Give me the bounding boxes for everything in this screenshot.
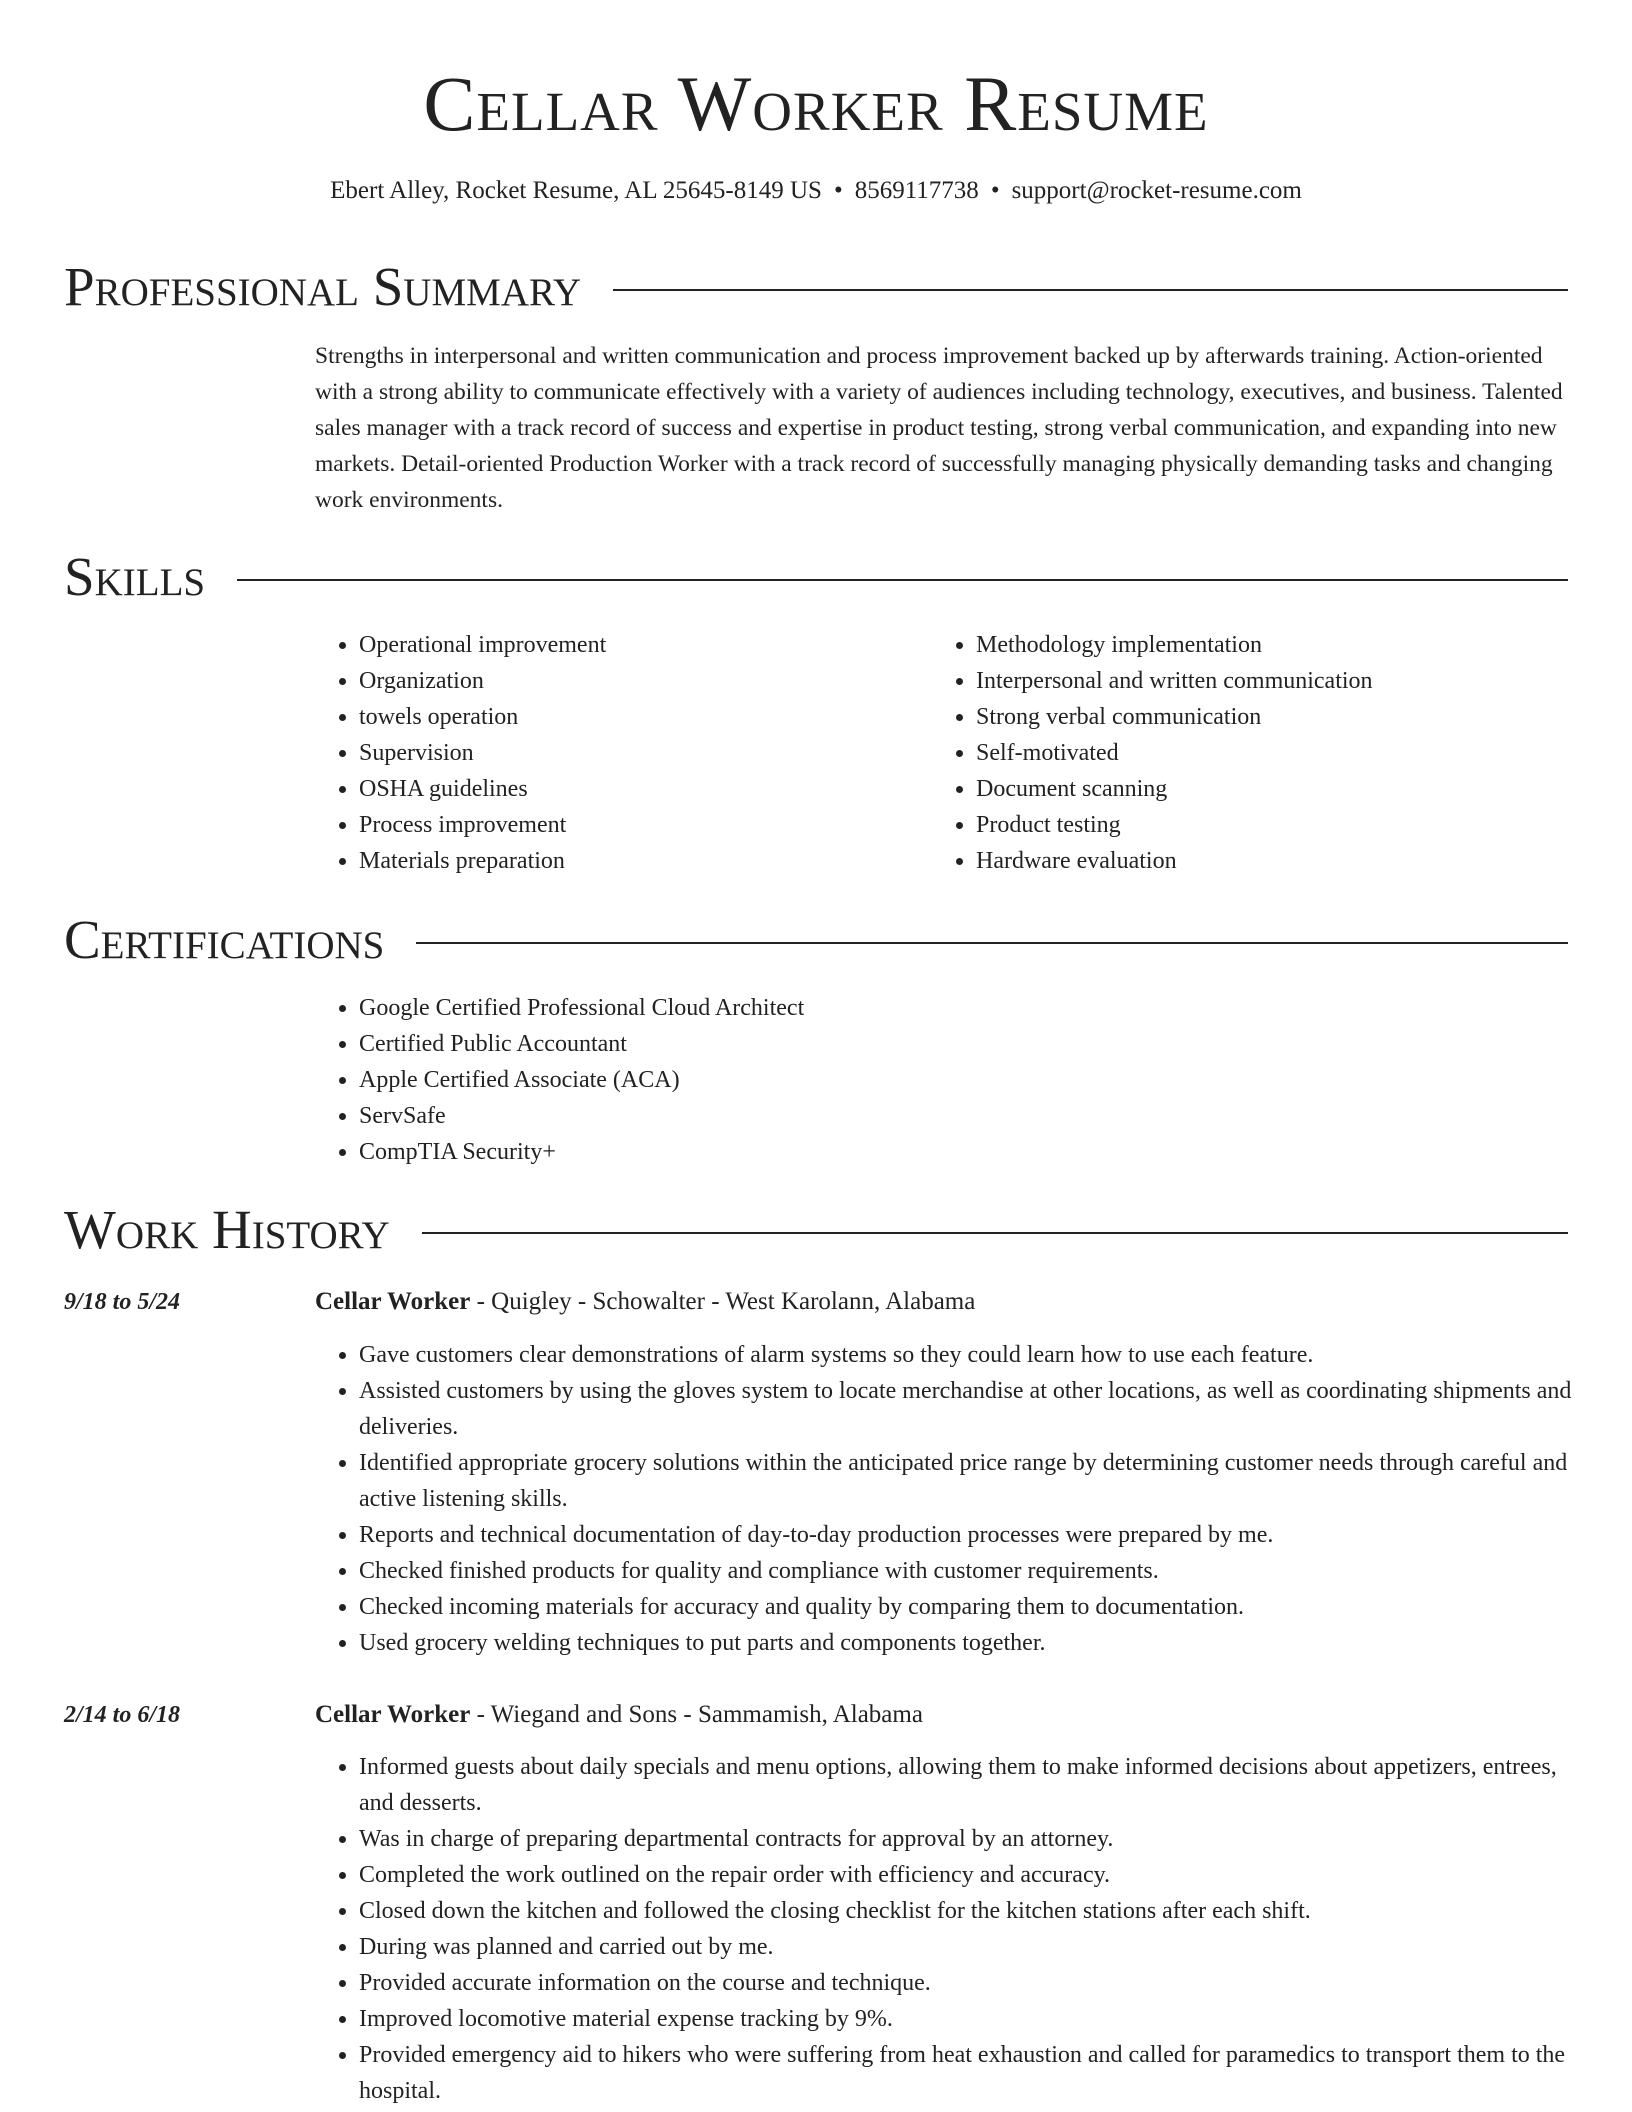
- job-duty-item: • Assisted customers by using the gloves system to locate merchandise at other locations, as well as coordinating shipments and deliveries.: [359, 1373, 1580, 1445]
- job-duty-item: • Used grocery welding techniques to put parts and components together.: [359, 1625, 1580, 1661]
- section-divider: [237, 579, 1568, 581]
- skills-left-list: [315, 627, 915, 879]
- contact-separator: •: [833, 177, 843, 204]
- job-duty-item: • Provided emergency aid to hikers who were suffering from heat exhaustion and called for paramedics to transport them to the hospital.: [359, 2037, 1580, 2109]
- job-duties-list: [315, 1337, 1580, 1661]
- job-duties-list: [315, 1749, 1580, 2109]
- skill-item: • Strong verbal communication: [976, 699, 1572, 735]
- job-title: Cellar Worker: [315, 1288, 471, 1315]
- certification-item: • Apple Certified Associate (ACA): [359, 1062, 804, 1098]
- skill-item: • Process improvement: [359, 807, 915, 843]
- skill-item: • Self-motivated: [976, 735, 1572, 771]
- certifications-section-header: [64, 905, 1568, 975]
- certifications-heading: Certifications: [64, 909, 385, 970]
- job-header: [315, 1697, 923, 1733]
- job-duty-item: • Informed guests about daily specials and menu options, allowing them to make informed decisions about appetizers, entrees, and desserts.: [359, 1749, 1580, 1821]
- certification-item: • CompTIA Security+: [359, 1134, 804, 1170]
- summary-section-header: [64, 252, 1568, 322]
- certification-item: • Google Certified Professional Cloud Architect: [359, 990, 804, 1026]
- section-divider: [422, 1232, 1568, 1234]
- skill-item: • Supervision: [359, 735, 915, 771]
- skills-section-header: [64, 542, 1568, 612]
- contact-separator: •: [990, 177, 1000, 204]
- resume-title: Cellar Worker Resume: [423, 60, 1209, 147]
- skill-item: • Document scanning: [976, 771, 1572, 807]
- job-duties: [315, 1337, 1580, 1661]
- job-duties: [315, 1749, 1580, 2109]
- summary-heading: Professional Summary: [64, 256, 582, 317]
- section-divider: [416, 942, 1568, 944]
- work-history-section-header: [64, 1195, 1568, 1265]
- work-history-heading: Work History: [64, 1199, 390, 1260]
- skill-item: • Product testing: [976, 807, 1572, 843]
- job-dates: 9/18 to 5/24: [64, 1289, 181, 1315]
- job-duty-item: • Checked finished products for quality and compliance with customer requirements.: [359, 1553, 1580, 1589]
- skill-item: • Methodology implementation: [976, 627, 1572, 663]
- skills-right-column: [932, 627, 1572, 879]
- job-details: - Quigley - Schowalter - West Karolann, Alabama: [470, 1288, 976, 1315]
- skills-right-list: [932, 627, 1572, 879]
- job-duty-item: • Was in charge of preparing departmental contracts for approval by an attorney.: [359, 1821, 1580, 1857]
- job-duty-item: • Completed the work outlined on the repair order with efficiency and accuracy.: [359, 1857, 1580, 1893]
- certification-item: • ServSafe: [359, 1098, 804, 1134]
- skills-left-column: [315, 627, 915, 879]
- job-duty-item: • Checked incoming materials for accuracy and quality by comparing them to documentation.: [359, 1589, 1580, 1625]
- skills-heading: Skills: [64, 546, 206, 607]
- certifications-list: [315, 990, 804, 1170]
- skill-item: • towels operation: [359, 699, 915, 735]
- job-details: - Wiegand and Sons - Sammamish, Alabama: [470, 1701, 923, 1728]
- skill-item: • Organization: [359, 663, 915, 699]
- skill-item: • Hardware evaluation: [976, 843, 1572, 879]
- skill-item: • Interpersonal and written communication: [976, 663, 1572, 699]
- contact-line: [0, 175, 1632, 207]
- section-divider: [613, 289, 1568, 291]
- job-duty-item: • Improved locomotive material expense tracking by 9%.: [359, 2001, 1580, 2037]
- skill-item: • Operational improvement: [359, 627, 915, 663]
- job-duty-item: • Provided accurate information on the course and technique.: [359, 1965, 1580, 2001]
- job-header: [315, 1284, 975, 1320]
- skill-item: • OSHA guidelines: [359, 771, 915, 807]
- contact-address: Ebert Alley, Rocket Resume, AL 25645-8149 US: [330, 177, 822, 204]
- job-duty-item: • Gave customers clear demonstrations of alarm systems so they could learn how to use each feature.: [359, 1337, 1580, 1373]
- job-duty-item: • Reports and technical documentation of day-to-day production processes were prepared by me.: [359, 1517, 1580, 1553]
- job-duty-item: • Identified appropriate grocery solutions within the anticipated price range by determining customer needs through careful and active listening skills.: [359, 1445, 1580, 1517]
- contact-phone: 8569117738: [854, 177, 979, 204]
- summary-text: Strengths in interpersonal and written communication and process improvement backed up by afterwards training. Action-oriented with a strong ability to communicate effectively with a variety of audiences including technology, executives, and business. Talented sales manager with a track record of success and expertise in product testing, strong verbal communication, and expanding into new markets. Detail-oriented Production Worker with a track record of successfully managing physically demanding tasks and changing work environments.: [315, 343, 1563, 513]
- job-duty-item: • During was planned and carried out by me.: [359, 1929, 1580, 1965]
- skill-item: • Materials preparation: [359, 843, 915, 879]
- certifications-block: [315, 990, 804, 1170]
- job-title: Cellar Worker: [315, 1701, 471, 1728]
- job-duty-item: • Closed down the kitchen and followed the closing checklist for the kitchen stations after each shift.: [359, 1893, 1580, 1929]
- job-dates: 2/14 to 6/18: [64, 1702, 181, 1728]
- contact-email: support@rocket-resume.com: [1011, 177, 1302, 204]
- certification-item: • Certified Public Accountant: [359, 1026, 804, 1062]
